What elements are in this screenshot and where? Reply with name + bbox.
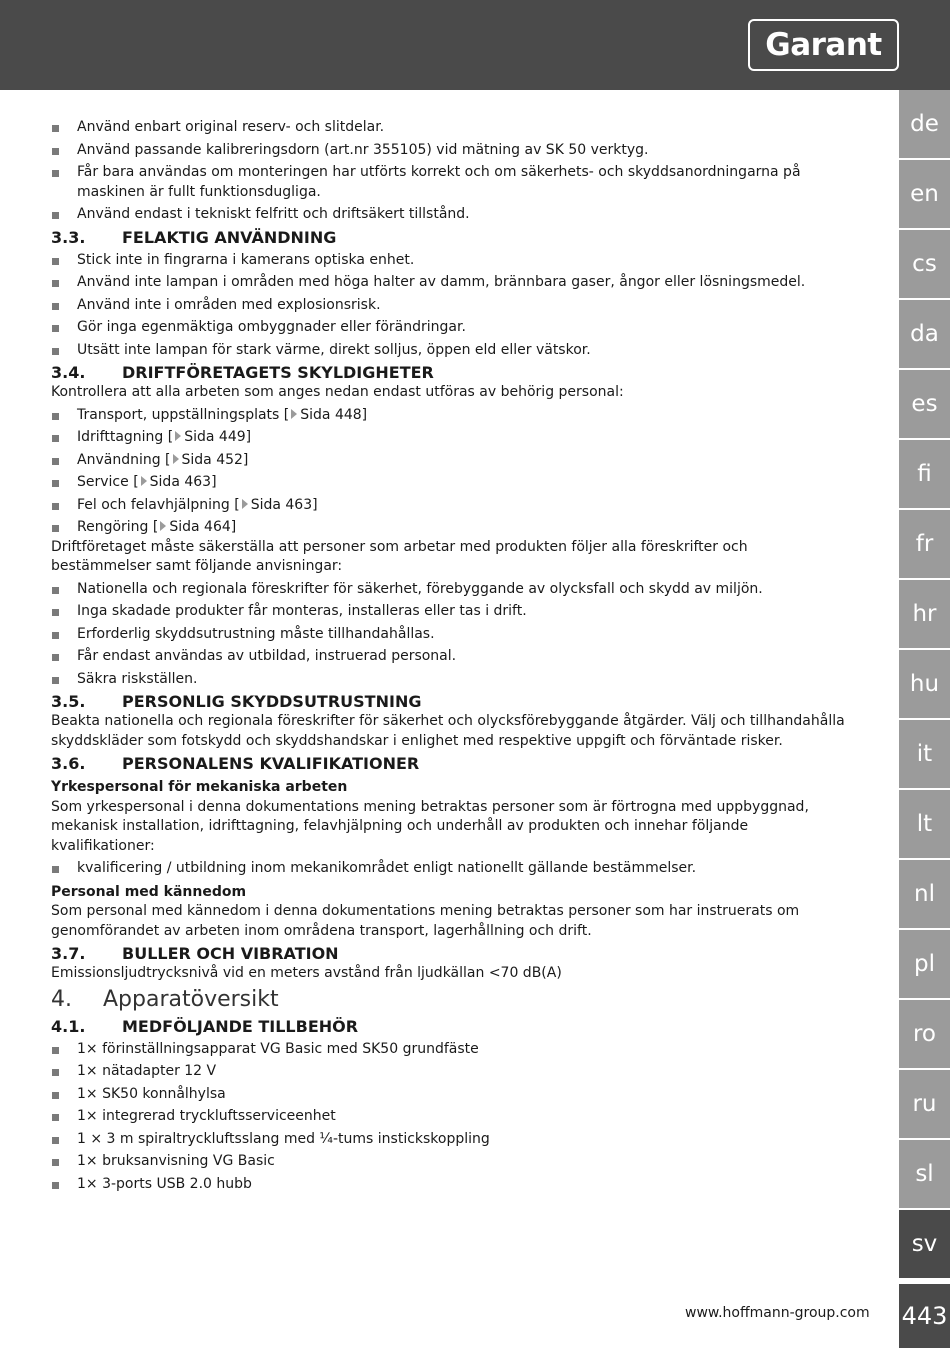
document-body — [51, 115, 851, 1194]
section-heading-3-6 — [51, 754, 851, 774]
section-number: 3.6. — [51, 754, 86, 773]
section-title: BULLER OCH VIBRATION — [122, 944, 339, 963]
arrow-right-icon — [175, 431, 181, 441]
list-item: 1× bruksanvisning VG Basic — [51, 1152, 851, 1172]
section-number: 4.1. — [51, 1016, 86, 1036]
paragraph: Kontrollera att alla arbeten som anges nedan endast utföras av behörig personal: — [51, 384, 624, 400]
page-link[interactable]: Sida 463] — [250, 496, 318, 513]
ref-label: Transport, uppställningsplats [ — [77, 406, 290, 423]
section-number: 3.7. — [51, 944, 86, 963]
arrow-right-icon — [291, 409, 297, 419]
language-tab-pl[interactable]: pl — [899, 930, 950, 1000]
language-tab-hu[interactable]: hu — [899, 650, 950, 720]
section-title: MEDFÖLJANDE TILLBEHÖR — [122, 1016, 359, 1036]
section-title: PERSONALENS KVALIFIKATIONER — [122, 754, 420, 773]
page-header — [0, 0, 950, 90]
page-link[interactable]: Sida 464] — [169, 519, 237, 535]
paragraph: Driftföretaget måste säkerställa att personer som arbetar med produkten följer alla föreskrifter och bestämmelser samt följande anvisningar: — [51, 538, 748, 574]
language-tab-fr[interactable]: fr — [899, 510, 950, 580]
list-item: Gör inga egenmäktiga ombyggnader eller förändringar. — [51, 318, 851, 338]
paragraph: Beakta nationella och regionala föreskrifter för säkerhet och olycksförebyggande åtgärder. Välj och tillhandahålla skyddskläder som fotskydd och skyddshandskar i enlighet med respektive uppgift och förväntade risker. — [51, 713, 845, 749]
list-item: 1× nätadapter 12 V — [51, 1062, 851, 1082]
subheading: Yrkespersonal för mekaniska arbeten — [51, 779, 348, 795]
language-tab-hr[interactable]: hr — [899, 580, 950, 650]
arrow-right-icon — [173, 454, 179, 464]
list-item: Använd passande kalibreringsdorn (art.nr 355105) vid mätning av SK 50 verktyg. — [51, 141, 851, 161]
chapter-heading-4 — [51, 986, 851, 1014]
chapter-title: Apparatöversikt — [103, 986, 279, 1012]
cross-reference-item — [51, 473, 851, 493]
section-heading-3-7 — [51, 944, 851, 964]
language-tab-nl[interactable]: nl — [899, 860, 950, 930]
ref-label: Användning [ — [77, 451, 171, 468]
paragraph: Emissionsljudtrycksnivå vid en meters avstånd från ljudkällan <70 dB(A) — [51, 965, 562, 981]
language-tab-sl[interactable]: sl — [899, 1140, 950, 1210]
footer-url: www.hoffmann-group.com — [685, 1305, 870, 1321]
list-item: Får bara användas om monteringen har utförts korrekt och om säkerhets- och skyddsanordningarna på maskinen är fullt funktionsdugliga. — [51, 163, 851, 202]
chapter-number: 4. — [51, 986, 72, 1012]
list-item: Stick inte in fingrarna i kamerans optiska enhet. — [51, 251, 851, 271]
language-tab-fi[interactable]: fi — [899, 440, 950, 510]
ref-label: Idrifttagning [ — [77, 429, 174, 445]
list-item: Inga skadade produkter får monteras, installeras eller tas i drift. — [51, 602, 851, 622]
paragraph: Som personal med kännedom i denna dokumentations mening betraktas personer som har instruerats om genomförandet av arbeten inom områdena transport, lagerhållning och drift. — [51, 903, 800, 939]
list-item: Nationella och regionala föreskrifter för säkerhet, förebyggande av olycksfall och skydd av miljön. — [51, 580, 851, 600]
paragraph: Som yrkespersonal i denna dokumentations mening betraktas personer som är förtrogna med uppbyggnad, mekanisk installation, idrifttagning, felavhjälpning och underhåll av produkten och innehar följande kvalifikationer: — [51, 798, 809, 854]
list-item: Använd inte i områden med explosionsrisk. — [51, 296, 851, 316]
list-item: Får endast användas av utbildad, instruerad personal. — [51, 647, 851, 667]
ref-label: Fel och felavhjälpning [ — [77, 496, 240, 513]
list-item: Erforderlig skyddsutrustning måste tillhandahållas. — [51, 625, 851, 645]
page-number: 443 — [899, 1284, 950, 1348]
subheading: Personal med kännedom — [51, 883, 247, 900]
page-link[interactable]: Sida 463] — [149, 474, 217, 490]
list-item: 1 × 3 m spiraltryckluftsslang med ¼-tums instickskoppling — [51, 1130, 851, 1150]
list-item: 1× förinställningsapparat VG Basic med SK50 grundfäste — [51, 1040, 851, 1060]
cross-reference-item — [51, 406, 851, 426]
list-item: Säkra riskställen. — [51, 670, 851, 690]
intro-list — [51, 118, 851, 225]
list-item: 1× SK50 konnålhylsa — [51, 1085, 851, 1105]
page-link[interactable]: Sida 448] — [300, 406, 368, 423]
list-item: 1× 3-ports USB 2.0 hubb — [51, 1175, 851, 1195]
page-link[interactable]: Sida 449] — [184, 429, 252, 445]
cross-reference-item — [51, 518, 851, 538]
list-item: Använd enbart original reserv- och slitdelar. — [51, 118, 851, 138]
section-heading-4-1 — [51, 1017, 851, 1037]
section-title: PERSONLIG SKYDDSUTRUSTNING — [122, 692, 422, 711]
language-tab-lt[interactable]: lt — [899, 790, 950, 860]
cross-reference-item — [51, 496, 851, 516]
section-heading-3-5 — [51, 692, 851, 712]
section-number: 3.4. — [51, 363, 86, 382]
cross-reference-item — [51, 428, 851, 448]
arrow-right-icon — [141, 476, 147, 486]
language-tab-it[interactable]: it — [899, 720, 950, 790]
section-title: FELAKTIG ANVÄNDNING — [122, 227, 337, 247]
arrow-right-icon — [242, 499, 248, 509]
ref-label: Rengöring [ — [77, 519, 159, 535]
section-number: 3.3. — [51, 227, 86, 247]
language-tab-cs[interactable]: cs — [899, 230, 950, 300]
section-heading-3-3 — [51, 228, 851, 248]
garant-logo: Garant — [748, 19, 899, 71]
section-title: DRIFTFÖRETAGETS SKYLDIGHETER — [122, 363, 434, 382]
language-tab-de[interactable]: de — [899, 90, 950, 160]
arrow-right-icon — [160, 521, 166, 531]
list-item: 1× integrerad tryckluftsserviceenhet — [51, 1107, 851, 1127]
section-number: 3.5. — [51, 692, 86, 711]
language-tab-ro[interactable]: ro — [899, 1000, 950, 1070]
language-tab-es[interactable]: es — [899, 370, 950, 440]
list-item: Använd endast i tekniskt felfritt och driftsäkert tillstånd. — [51, 205, 851, 225]
cross-reference-item — [51, 451, 851, 471]
language-tab-en[interactable]: en — [899, 160, 950, 230]
page-link[interactable]: Sida 452] — [181, 451, 249, 468]
list-item: Utsätt inte lampan för stark värme, direkt solljus, öppen eld eller vätskor. — [51, 341, 851, 361]
list-item: Använd inte lampan i områden med höga halter av damm, brännbara gaser, ångor eller lösningsmedel. — [51, 273, 851, 293]
section-heading-3-4 — [51, 363, 851, 383]
language-tab-da[interactable]: da — [899, 300, 950, 370]
list-item: kvalificering / utbildning inom mekanikområdet enligt nationellt gällande bestämmelser. — [51, 859, 851, 879]
language-tabs — [899, 90, 950, 1280]
ref-label: Service [ — [77, 474, 139, 490]
language-tab-sv[interactable]: sv — [899, 1210, 950, 1280]
language-tab-ru[interactable]: ru — [899, 1070, 950, 1140]
